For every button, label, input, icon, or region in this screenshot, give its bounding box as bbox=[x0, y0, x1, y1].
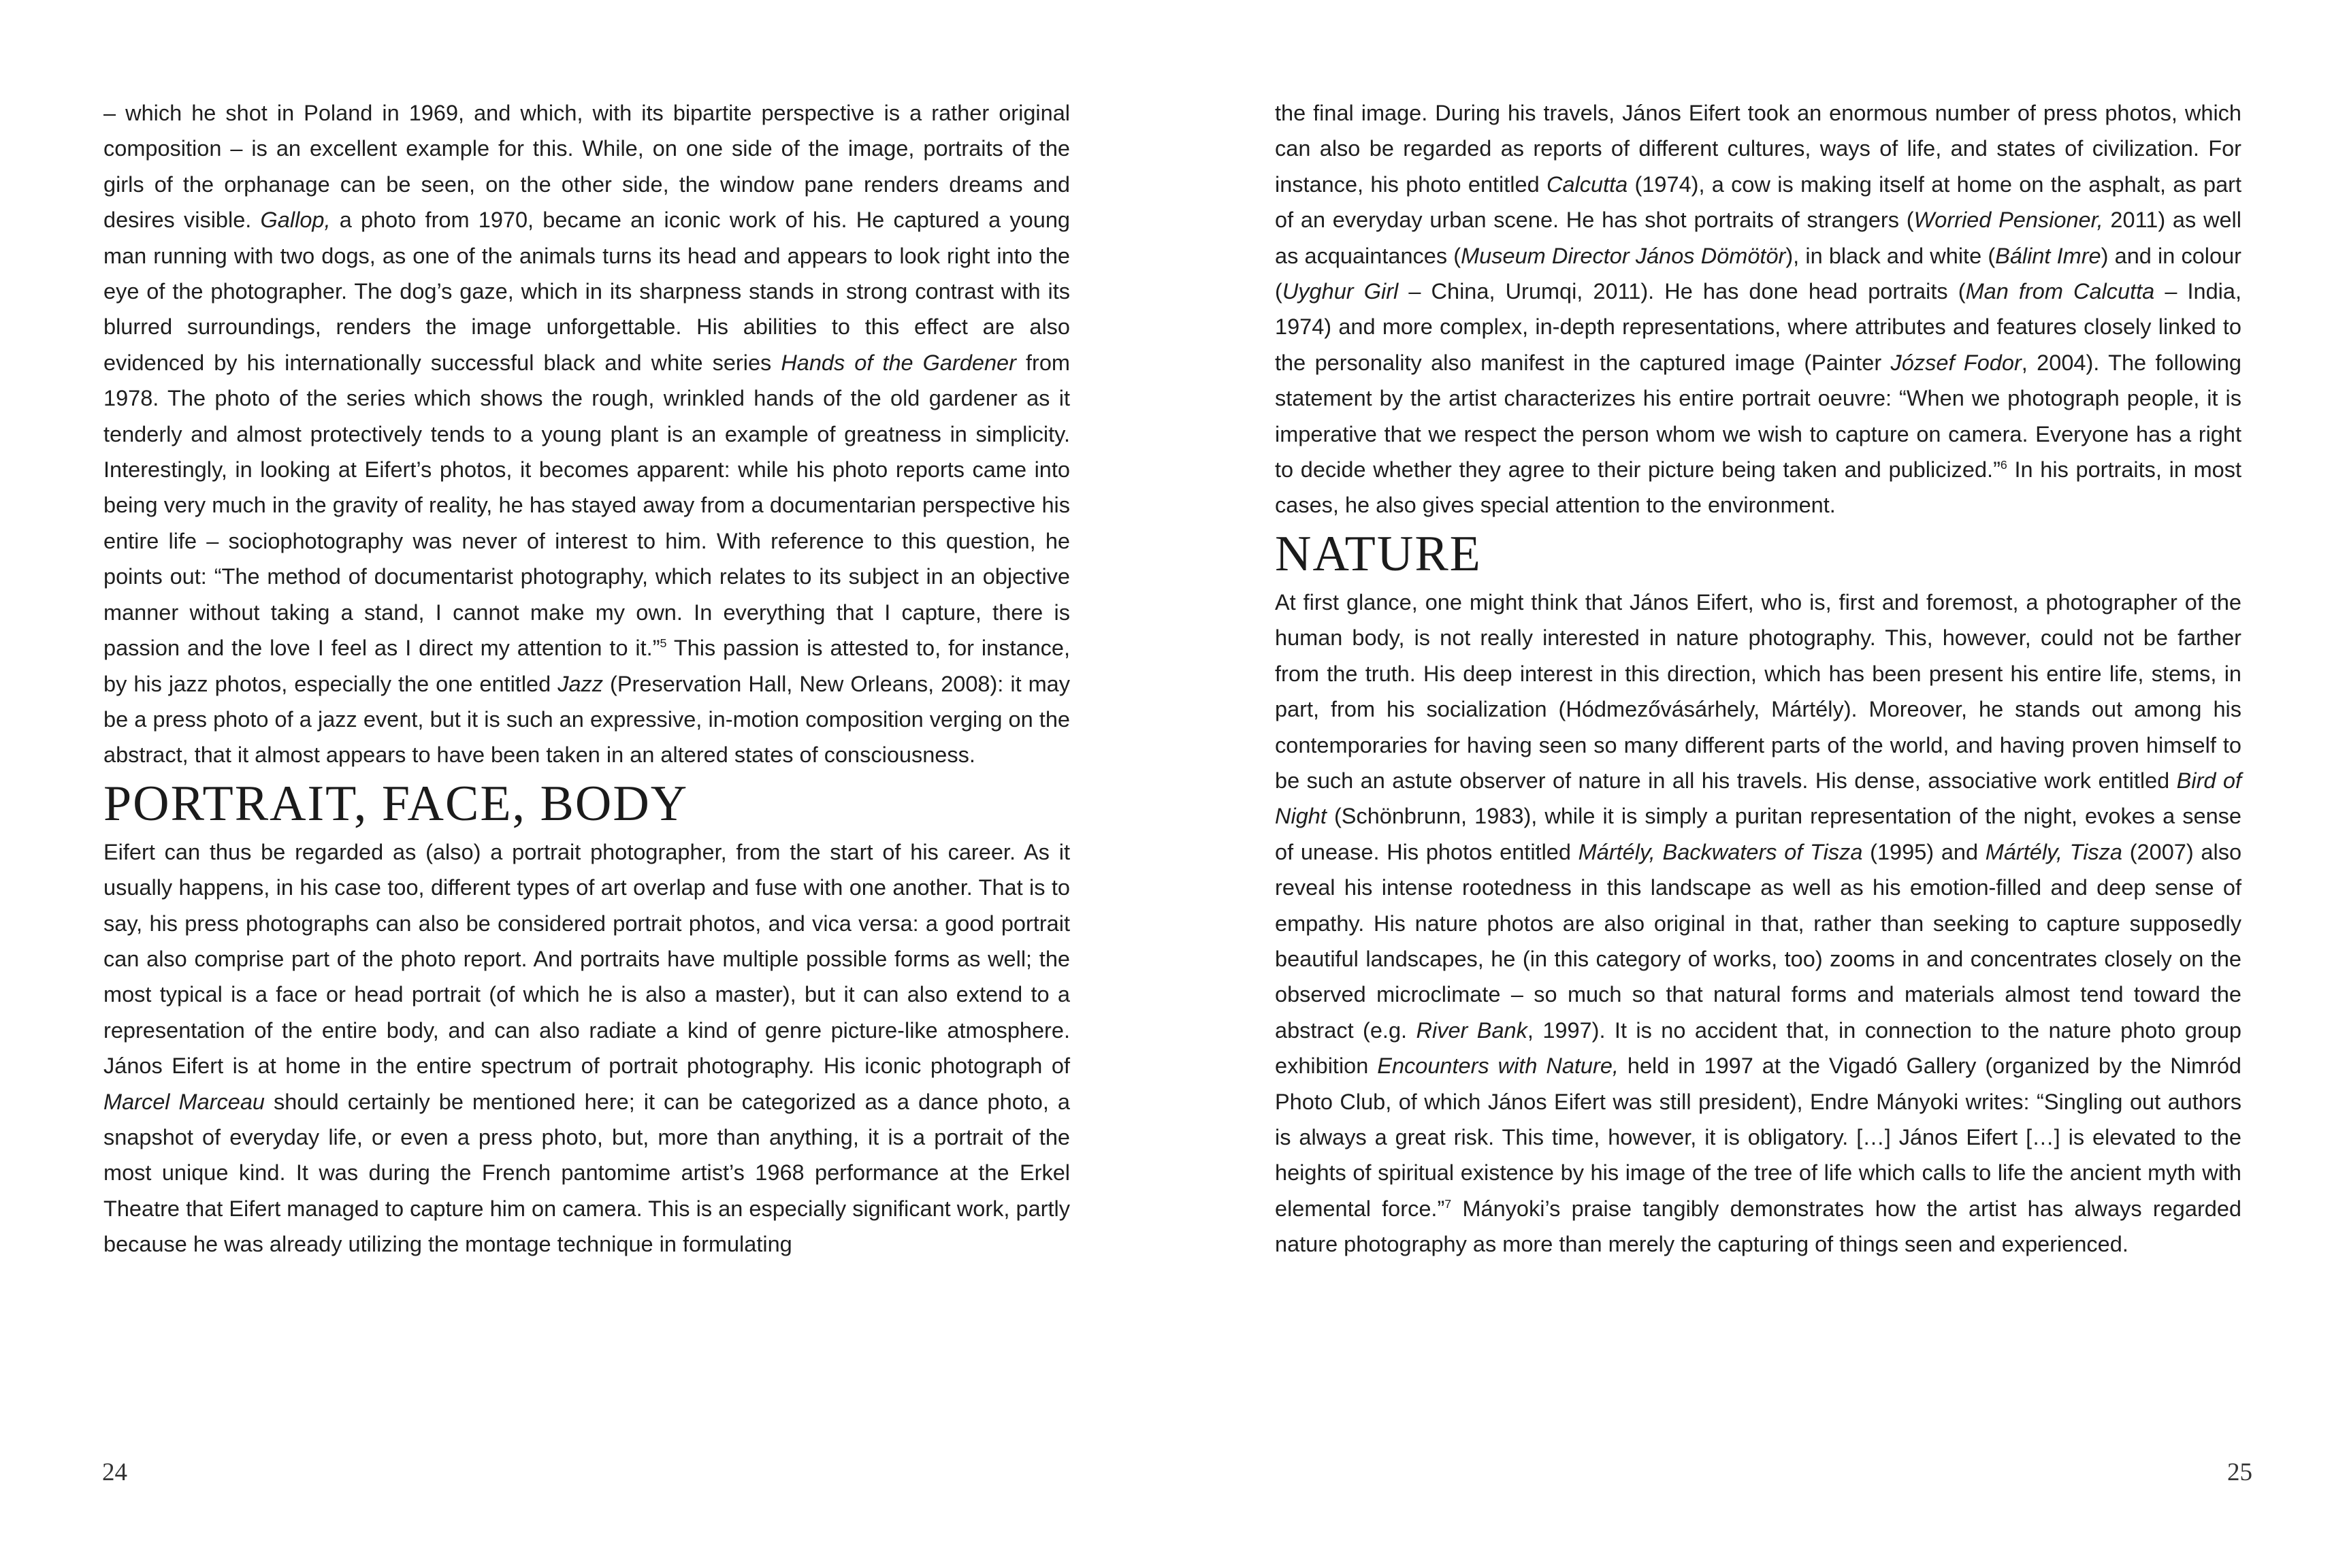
text-run: In his portraits, in most cases, he also gives special attention to the environment. bbox=[1275, 457, 2242, 518]
italic-title: József Fodor bbox=[1890, 350, 2022, 375]
text-run: , 1997). It is no accident that, in connection to the nature photo group exhibition bbox=[1275, 1017, 2242, 1079]
text-run: from 1978. The photo of the series which shows the rough, wrinkled hands of the old gardener as it tenderly and almost protectively tends to a young plant is an example of greatness in simplicity. Interestingly, in looking at Eifert’s photos, it becomes apparent: while his photo reports came into being very much in the gravity of reality, he has stayed away from a documentarian perspective his entire life – sociophotography was never of interest to him. With reference to this question, he points out: “The method of documentarist photography, which relates to its subject in an objective manner without taking a stand, I cannot make my own. In everything that I capture, there is passion and the love I feel as I direct my attention to it.” bbox=[103, 350, 1071, 661]
italic-title: Encounters with Nature, bbox=[1377, 1054, 1619, 1079]
left-paragraph-1 bbox=[103, 95, 1070, 773]
italic-title: Bálint Imre bbox=[1995, 243, 2101, 268]
text-run: This passion is attested to, for instance, by his jazz photos, especially the one entitled bbox=[103, 636, 1070, 696]
text-run: (Schönbrunn, 1983), while it is simply a puritan representation of the night, evokes a sense of unease. His photos entitled bbox=[1275, 804, 2241, 864]
italic-title: Mártély, Tisza bbox=[1985, 839, 2123, 864]
text-run: , 2004). The following statement by the artist characterizes his entire portrait oeuvre: “When we photograph people, it is imperative that we respect the person whom we wish to capture on camera. Everyone has a right to decide whether they agree to their picture being taken and publicized.” bbox=[1275, 350, 2241, 483]
text-run: should certainly be mentioned here; it can be categorized as a dance photo, a snapshot of everyday life, or even a press photo, but, more than anything, it is a portrait of the most unique kind. It was during the French pantomime artist’s 1968 performance at the Erkel Theatre that Eifert managed to capture him on camera. This is an especially significant work, partly because he was already utilizing the montage technique in formulating bbox=[103, 1089, 1070, 1257]
italic-title: Bird of Night bbox=[1275, 768, 2241, 829]
right-page bbox=[1166, 0, 2332, 1568]
right-paragraph-2 bbox=[1275, 585, 2241, 1262]
text-run: held in 1997 at the Vigadó Gallery (organized by the Nimród Photo Club, of which János Eifert was still president), Endre Mányoki writes: “Singling out authors is always a great risk. This time, however, it is obligatory. […] János Eifert […] is elevated to the heights of spiritual existence by his image of the tree of life which calls to life the ancient myth with elemental force.” bbox=[1275, 1054, 2241, 1221]
italic-title: Gallop, bbox=[260, 208, 331, 233]
section-heading-portrait: PORTRAIT, FACE, BODY bbox=[103, 775, 689, 832]
italic-title: Jazz bbox=[557, 671, 604, 696]
text-run: 2011) as well as acquaintances ( bbox=[1275, 208, 2241, 268]
footnote-marker: 6 bbox=[2000, 458, 2007, 472]
text-run: a photo from 1970, became an iconic work of his. He captured a young man running with two dogs, as one of the animals turns its head and appears to look right into the eye of the photographer. The dog’s gaze, which in its sharpness stands in strong contrast with its blurred surroundings, renders the image unforgettable. His abilities to this effect are also evidenced by his internationally successful black and white series bbox=[103, 208, 1070, 375]
text-run: – India, 1974) and more complex, in-depth representations, where attributes and features closely linked to the personality also manifest in the captured image (Painter bbox=[1275, 279, 2242, 375]
text-run: Mányoki’s praise tangibly demonstrates how the artist has always regarded nature photography as more than merely the capturing of things seen and experienced. bbox=[1275, 1196, 2241, 1257]
italic-title: Marcel Marceau bbox=[103, 1089, 265, 1114]
italic-title: Man from Calcutta bbox=[1965, 279, 2155, 304]
italic-title: Calcutta bbox=[1546, 172, 1628, 197]
right-text-column bbox=[1275, 95, 2241, 1262]
page-number-left: 24 bbox=[102, 1458, 127, 1486]
text-run: (1995) and bbox=[1862, 839, 1986, 864]
text-run: (Preservation Hall, New Orleans, 2008): it may be a press photo of a jazz event, but it is such an expressive, in-motion composition verging on the abstract, that it almost appears to have been taken in an altered states of consciousness. bbox=[103, 671, 1070, 768]
left-paragraph-2 bbox=[103, 834, 1070, 1262]
text-run: ), in black and white ( bbox=[1785, 243, 1996, 268]
italic-title: Worried Pensioner, bbox=[1913, 208, 2103, 233]
text-run: the final image. During his travels, János Eifert took an enormous number of press photos, which can also be regarded as reports of different cultures, ways of life, and states of civilization. For instance, his photo entitled bbox=[1275, 101, 2241, 197]
text-run: (1974), a cow is making itself at home on the asphalt, as part of an everyday urban scene. He has shot portraits of strangers ( bbox=[1275, 172, 2241, 233]
text-run: ) and in colour ( bbox=[1275, 243, 2241, 304]
footnote-marker: 7 bbox=[1444, 1196, 1452, 1211]
italic-title: Hands of the Gardener bbox=[781, 350, 1016, 375]
text-run: – which he shot in Poland in 1969, and which, with its bipartite perspective is a rather original composition – is an excellent example for this. While, on one side of the image, portraits of the girls of the orphanage can be seen, on the other side, the window pane renders dreams and desires visible. bbox=[103, 101, 1070, 233]
italic-title: River Bank bbox=[1416, 1017, 1527, 1043]
italic-title: Mártély, Backwaters of Tisza bbox=[1578, 839, 1863, 864]
footnote-marker: 5 bbox=[660, 636, 667, 651]
text-run: At first glance, one might think that János Eifert, who is, first and foremost, a photographer of the human body, is not really interested in nature photography. This, however, could not be farther from the truth. His deep interest in this direction, which has been present his entire life, stems, in part, from his socialization (Hódmezővásárhely, Mártély). Moreover, he stands out among his contemporaries for having seen so many different parts of the world, and having proven himself to be such an astute observer of nature in all his travels. His dense, associative work entitled bbox=[1275, 589, 2241, 793]
page-number-right: 25 bbox=[2227, 1458, 2252, 1486]
section-heading-nature: NATURE bbox=[1275, 525, 1482, 582]
italic-title: Uyghur Girl bbox=[1282, 279, 1399, 304]
text-run: – China, Urumqi, 2011). He has done head portraits ( bbox=[1398, 279, 1966, 304]
right-paragraph-1 bbox=[1275, 95, 2241, 523]
italic-title: Museum Director János Dömötör bbox=[1461, 243, 1786, 268]
text-run: (2007) also reveal his intense rootedness in this landscape as well as his emotion-filled and deep sense of empathy. His nature photos are also original in that, rather than seeking to capture supposedly beautiful landscapes, he (in this category of works, too) zooms in and concentrates closely on the observed microclimate – so much so that natural forms and materials almost tend toward the abstract (e.g. bbox=[1275, 839, 2242, 1043]
text-run: Eifert can thus be regarded as (also) a portrait photographer, from the start of his career. As it usually happens, in his case too, different types of art overlap and fuse with one another. That is to say, his press photographs can also be considered portrait photos, and vica versa: a good portrait can also comprise part of the photo report. And portraits have multiple possible forms as well; the most typical is a face or head portrait (of which he is also a master), but it can also extend to a representation of the entire body, and can also radiate a kind of genre picture-like atmosphere. János Eifert is at home in the entire spectrum of portrait photography. His iconic photograph of bbox=[103, 839, 1070, 1079]
left-text-column bbox=[103, 95, 1070, 1262]
